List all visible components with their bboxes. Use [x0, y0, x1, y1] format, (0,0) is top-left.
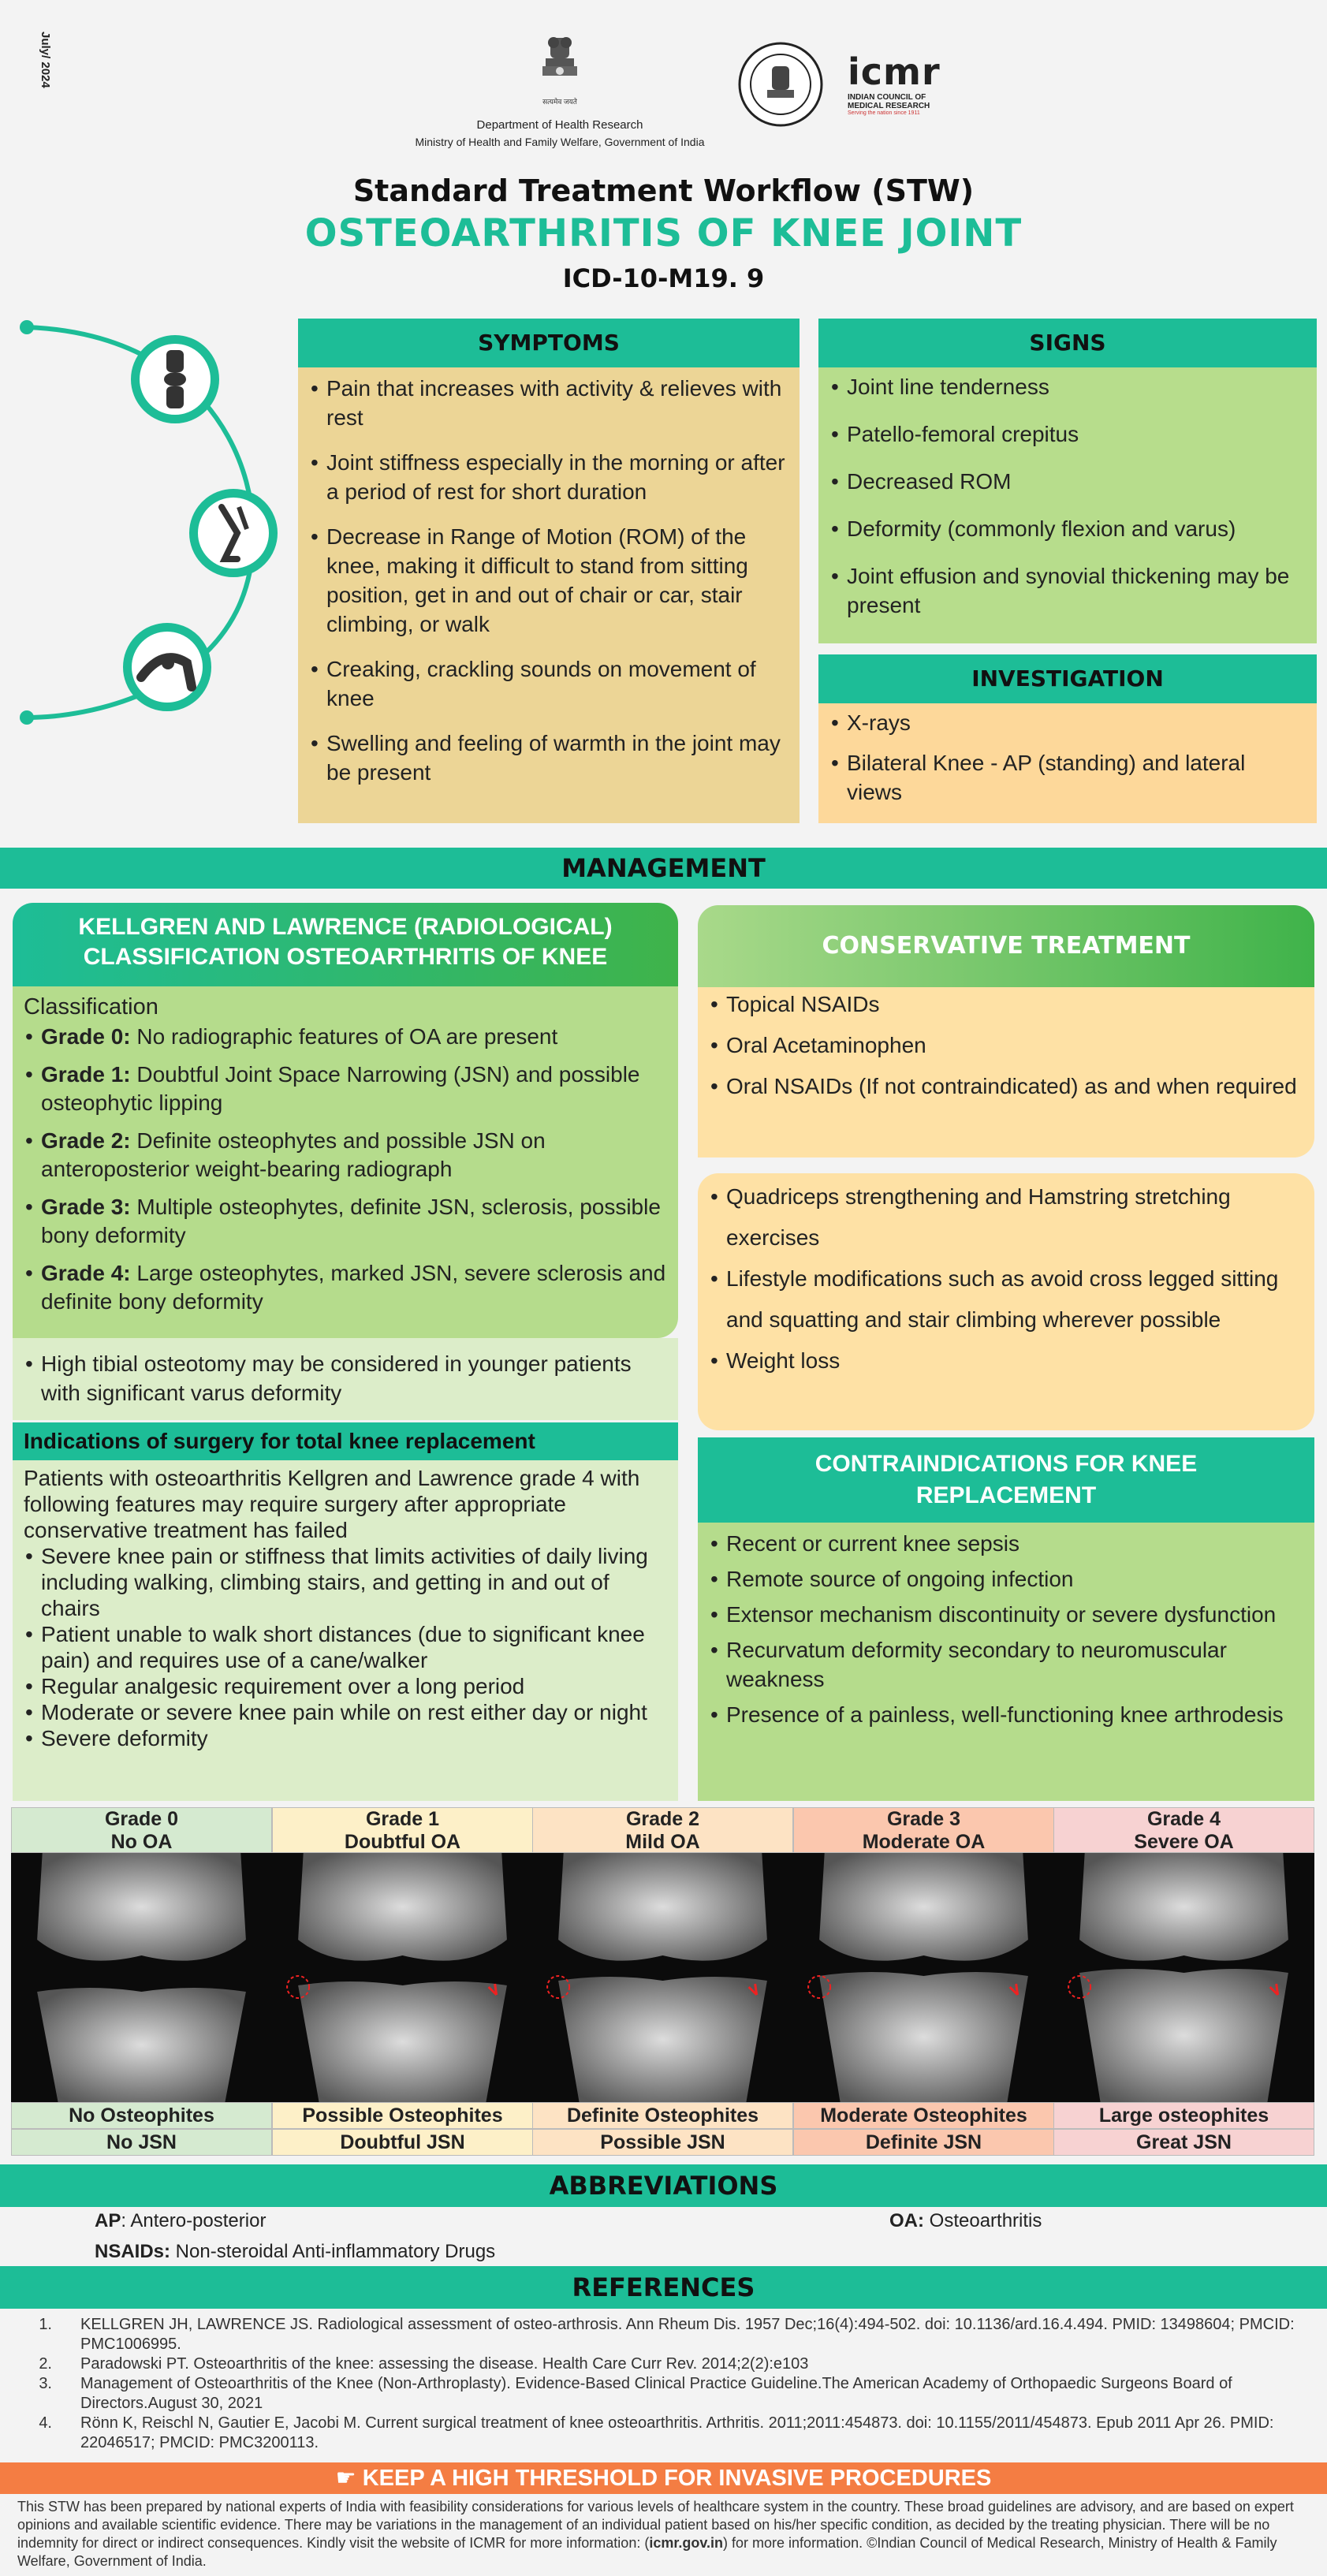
leg-pain-icon: [189, 489, 278, 577]
conservative-med-item: • Oral NSAIDs (If not contraindicated) as and when required: [709, 1072, 1303, 1101]
dhr-seal: [737, 41, 824, 128]
sign-item: • Decreased ROM: [829, 467, 1306, 496]
symptom-item: • Decrease in Range of Motion (ROM) of the knee, making it difficult to stand from sitting position, get in and out of chair or car, stair climbing, or walk: [309, 522, 788, 639]
surgery-indication-item: • Regular analgesic requirement over a long period: [24, 1673, 667, 1699]
conservative-heading: CONSERVATIVE TREATMENT: [822, 932, 1191, 960]
sign-item: • Joint effusion and synovial thickening may be present: [829, 561, 1306, 620]
contraindication-item: • Recent or current knee sepsis: [709, 1529, 1303, 1558]
kl-grade-item: [24, 1023, 667, 1051]
kl-grade-item: [24, 1193, 667, 1250]
surgery-panel: [13, 1460, 678, 1801]
abbr-nsaids: NSAIDs: Non-steroidal Anti-inflammatory Drugs: [95, 2241, 496, 2262]
conservative-nonpharm-item: • Quadriceps strengthening and Hamstring stretching exercises: [709, 1176, 1303, 1258]
symptoms-heading: SYMPTOMS: [478, 330, 620, 356]
kl-grade-item: [24, 1061, 667, 1117]
reference-number: 1.: [39, 2316, 52, 2333]
surgery-header: [13, 1422, 678, 1460]
investigation-item: • X-rays: [829, 708, 1306, 737]
conservative-header: [698, 905, 1314, 987]
jsn-label: Great JSN: [1053, 2129, 1314, 2156]
investigation-panel: [818, 703, 1317, 823]
symptoms-panel: [298, 367, 800, 823]
jsn-label: Doubtful JSN: [272, 2129, 533, 2156]
symptoms-header: [298, 319, 800, 367]
threshold-banner: [0, 2462, 1327, 2494]
signs-panel: [818, 367, 1317, 643]
icmr-link[interactable]: icmr.gov.in: [649, 2535, 724, 2551]
investigation-header: [818, 654, 1317, 703]
icd-code: ICD-10-M19. 9: [562, 263, 765, 293]
jsn-label: Definite JSN: [793, 2129, 1054, 2156]
knee-xray-image: [793, 1853, 1054, 2102]
conservative-nonpharm-item: • Weight loss: [709, 1340, 1303, 1381]
grade-desc: No OA: [110, 1831, 173, 1853]
signs-header: [818, 319, 1317, 367]
abbr-ap: AP: Antero-posterior: [95, 2210, 267, 2231]
conservative-nonpharm-panel: [698, 1173, 1314, 1430]
grade-label: Grade 2: [625, 1808, 700, 1830]
reference-item: [39, 2374, 1301, 2414]
knee-xray-image: [11, 1853, 272, 2102]
surgery-indication-item: • Severe deformity: [24, 1725, 667, 1751]
surgery-indication-item: • Moderate or severe knee pain while on rest either day or night: [24, 1699, 667, 1725]
kl-grade-item: [24, 1127, 667, 1184]
reference-text: Rönn K, Reischl N, Gautier E, Jacobi M. Current surgical treatment of knee osteoarthritis. Arthritis. 2011;2011:454873. doi: 10.1155/2011/454873. Epub 2011 Apr 26. PMID: 22046517; PMCID: PMC3200113.: [80, 2414, 1274, 2451]
reference-text: Management of Osteoarthritis of the Knee (Non-Arthroplasty). Evidence-Based Clinical Practice Guideline.The American Academy of Orthopaedic Surgeons Board of Directors.August 30, 2021: [80, 2375, 1232, 2412]
contraindication-item: • Extensor mechanism discontinuity or severe dysfunction: [709, 1600, 1303, 1629]
surgery-indication-item: • Patient unable to walk short distances (due to significant knee pain) and requires use of a cane/walker: [24, 1621, 667, 1673]
references-header: [0, 2266, 1327, 2309]
stw-title: Standard Treatment Workflow (STW): [352, 173, 975, 208]
date-label: July/ 2024: [39, 32, 52, 88]
management-header: [0, 848, 1327, 889]
osteophyte-label: Large osteophites: [1053, 2102, 1314, 2129]
kl-header: [13, 903, 678, 986]
banner-text: KEEP A HIGH THRESHOLD FOR INVASIVE PROCEDURES: [362, 2466, 992, 2491]
reference-item: [39, 2315, 1301, 2354]
kl-grade-label: Grade 0:: [41, 1024, 131, 1049]
kl-grade-label: Grade 4:: [41, 1261, 131, 1285]
symptom-item: • Pain that increases with activity & relieves with rest: [309, 374, 788, 432]
management-heading: MANAGEMENT: [561, 853, 766, 883]
grade-desc: Moderate OA: [862, 1831, 986, 1853]
disease-title: OSTEOARTHRITIS OF KNEE JOINT: [304, 211, 1023, 255]
contraindication-item: • Presence of a painless, well-functioning knee arthrodesis: [709, 1700, 1303, 1729]
osteophyte-label: Possible Osteophites: [272, 2102, 533, 2129]
grade-desc: Doubtful OA: [344, 1831, 461, 1853]
grade-label: Grade 4: [1146, 1808, 1221, 1830]
kl-heading: KELLGREN AND LAWRENCE (RADIOLOGICAL) CLASSIFICATION OSTEOARTHRITIS OF KNEE: [78, 914, 613, 970]
abbreviations-header: [0, 2164, 1327, 2207]
xray-grade-header: [532, 1807, 793, 1853]
reference-number: 2.: [39, 2355, 52, 2373]
grade-label: Grade 0: [104, 1808, 179, 1830]
xray-grade-header: [1053, 1807, 1314, 1853]
kl-grade-label: Grade 3:: [41, 1195, 131, 1219]
conservative-med-item: • Topical NSAIDs: [709, 990, 1303, 1019]
symptom-item: • Creaking, crackling sounds on movement of knee: [309, 654, 788, 713]
reference-list: [39, 2315, 1301, 2453]
dept-line-2: Ministry of Health and Family Welfare, Government of India: [415, 136, 705, 148]
sign-item: • Patello-femoral crepitus: [829, 419, 1306, 449]
abbr-oa: OA: Osteoarthritis: [889, 2210, 1042, 2231]
surgery-heading: Indications of surgery for total knee replacement: [24, 1429, 535, 1453]
osteotomy-panel: [13, 1338, 678, 1420]
icmr-logo: icmr INDIAN COUNCIL OF MEDICAL RESEARCH Serving the nation since 1911: [848, 50, 941, 116]
osteophyte-label: Moderate Osteophites: [793, 2102, 1054, 2129]
xray-grade-header: [11, 1807, 272, 1853]
xray-grade-strip: [11, 1807, 1314, 2162]
references-heading: REFERENCES: [572, 2272, 755, 2302]
knee-xray-image: [272, 1853, 533, 2102]
grade-label: Grade 1: [365, 1808, 440, 1830]
knee-xray-image: [532, 1853, 793, 2102]
knee-xray-image: [1053, 1853, 1314, 2102]
knee-joint-icon: [131, 335, 219, 423]
investigation-item: • Bilateral Knee - AP (standing) and lateral views: [829, 748, 1306, 807]
reference-item: [39, 2414, 1301, 2453]
reference-text: Paradowski PT. Osteoarthritis of the knee: assessing the disease. Health Care Curr Rev. 2014;2(2):e103: [80, 2355, 809, 2373]
grade-label: Grade 3: [886, 1808, 961, 1830]
investigation-heading: INVESTIGATION: [971, 665, 1164, 692]
disclaimer: This STW has been prepared by national experts of India with feasibility considerations for various levels of healthcare system in the country. These broad guidelines are advisory, and are based on expert opinions and available scientific evidence. There may be variations in the management of an individual patient based on his/her specific condition, as decided by the treating physician. There will be no indemnity for direct or indirect consequences. Kindly visit the website of ICMR for more information: (icmr.gov.in) for more information. ©Indian Council of Medical Research, Ministry of Health & Family Welfare, Government of India.: [17, 2499, 1294, 2569]
abbreviations-heading: ABBREVIATIONS: [549, 2171, 778, 2201]
osteophyte-label: No Osteophites: [11, 2102, 272, 2129]
dept-line-1: Department of Health Research: [476, 118, 643, 132]
symptom-item: • Swelling and feeling of warmth in the joint may be present: [309, 729, 788, 787]
kl-grade-text: Large osteophytes, marked JSN, severe sclerosis and definite bony deformity: [41, 1261, 666, 1314]
contra-header: [698, 1437, 1314, 1523]
jsn-label: No JSN: [11, 2129, 272, 2156]
surgery-intro: Patients with osteoarthritis Kellgren and Lawrence grade 4 with following features may require surgery after appropriate conservative treatment has failed: [24, 1466, 640, 1542]
contraindication-item: • Remote source of ongoing infection: [709, 1564, 1303, 1594]
kl-grade-label: Grade 1:: [41, 1062, 131, 1087]
osteophyte-label: Definite Osteophites: [532, 2102, 793, 2129]
surgery-indication-item: • Severe knee pain or stiffness that limits activities of daily living including walking, climbing stairs, and getting in and out of chairs: [24, 1543, 667, 1621]
jsn-label: Possible JSN: [532, 2129, 793, 2156]
kl-grade-text: Definite osteophytes and possible JSN on anteroposterior weight-bearing radiograph: [41, 1128, 546, 1181]
kl-grade-text: Doubtful Joint Space Narrowing (JSN) and possible osteophytic lipping: [41, 1062, 640, 1115]
signs-heading: SIGNS: [1029, 330, 1106, 356]
kl-grade-text: Multiple osteophytes, definite JSN, sclerosis, possible bony deformity: [41, 1195, 661, 1247]
knee-pain-icon: [123, 623, 211, 711]
sign-item: • Joint line tenderness: [829, 372, 1306, 401]
kl-grade-text: No radiographic features of OA are present: [136, 1024, 558, 1049]
classification-label: Classification: [24, 994, 158, 1020]
kl-grade-label: Grade 2:: [41, 1128, 131, 1153]
reference-text: KELLGREN JH, LAWRENCE JS. Radiological assessment of osteo-arthrosis. Ann Rheum Dis. 1957 Dec;16(4):494-502. doi: 10.1136/ard.16.4.494. PMID: 13498604; PMCID: PMC1006995.: [80, 2316, 1295, 2353]
reference-item: [39, 2354, 1301, 2374]
xray-grade-header: [272, 1807, 533, 1853]
kl-panel: [13, 986, 678, 1338]
symptom-item: • Joint stiffness especially in the morning or after a period of rest for short duration: [309, 448, 788, 506]
contraindication-item: • Recurvatum deformity secondary to neuromuscular weakness: [709, 1635, 1303, 1694]
sign-item: • Deformity (commonly flexion and varus): [829, 514, 1306, 543]
reference-number: 4.: [39, 2414, 52, 2432]
contra-heading: CONTRAINDICATIONS FOR KNEE REPLACEMENT: [814, 1451, 1198, 1508]
reference-number: 3.: [39, 2375, 52, 2392]
osteotomy-note: • High tibial osteotomy may be considered in younger patients with significant varus deformity: [24, 1349, 667, 1407]
grade-desc: Severe OA: [1134, 1831, 1234, 1853]
grade-desc: Mild OA: [625, 1831, 700, 1853]
conservative-nonpharm-item: • Lifestyle modifications such as avoid cross legged sitting and squatting and stair climbing wherever possible: [709, 1258, 1303, 1340]
conservative-med-item: • Oral Acetaminophen: [709, 1031, 1303, 1060]
xray-grade-header: [793, 1807, 1054, 1853]
kl-grade-item: [24, 1259, 667, 1316]
contra-panel: [698, 1523, 1314, 1801]
emblem-motto: सत्यमेव जयते: [542, 98, 577, 106]
conservative-meds-panel: [698, 987, 1314, 1158]
pointing-hand-icon: ☛: [335, 2466, 363, 2491]
